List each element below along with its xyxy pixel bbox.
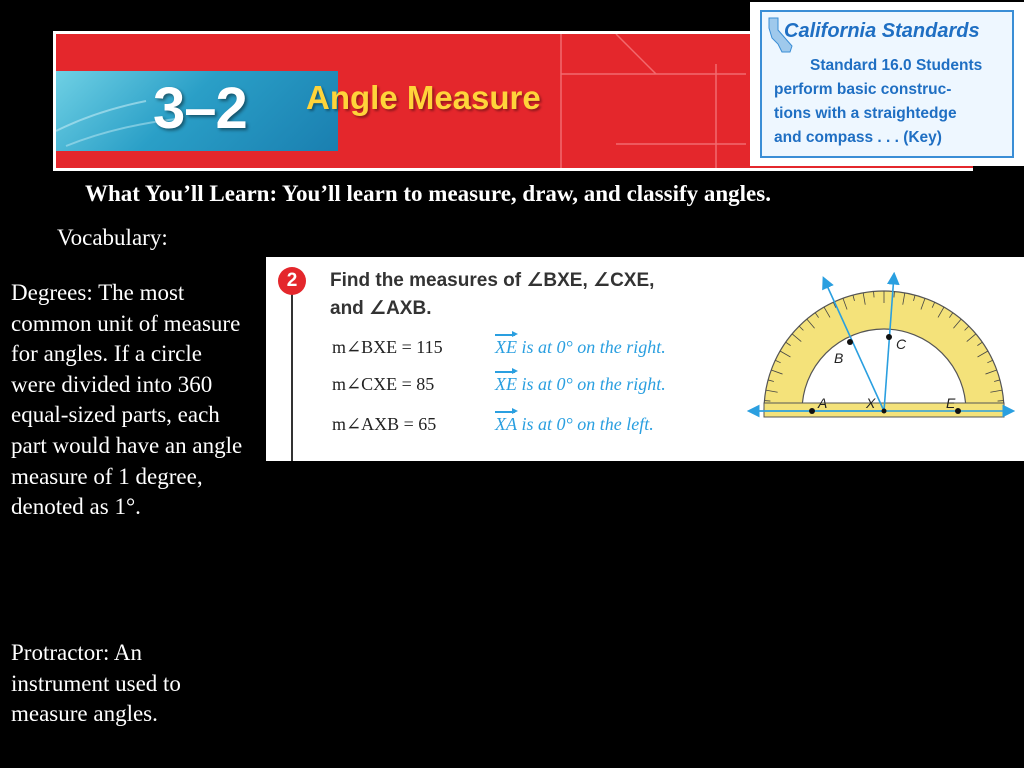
point-c	[886, 334, 892, 340]
definition-degrees: Degrees: The most common unit of measure for angles. If a circle were divided into 360 equal-sized parts, each part would have an angle measure of 1 degree, denoted as 1°.	[11, 280, 243, 520]
protractor-tick	[894, 291, 895, 297]
ray-label: XA	[495, 414, 518, 434]
vocabulary-heading: Vocabulary:	[57, 225, 168, 250]
measure-equation: m∠AXB = 65	[332, 414, 437, 434]
label-c: C	[896, 336, 907, 352]
standards-heading: California Standards	[784, 20, 980, 42]
definition-protractor: Protractor: An instrument used to measure angles.	[11, 640, 181, 727]
label-x: X	[866, 395, 876, 411]
measure-note: is at 0° on the right.	[521, 374, 666, 394]
lesson-number: 3–2	[153, 76, 247, 141]
ray-label: XE	[495, 337, 518, 357]
learning-objective: What You’ll Learn: You’ll learn to measure, draw, and classify angles.	[85, 181, 771, 206]
example-prompt-line: Find the measures of ∠BXE, ∠CXE,	[330, 270, 655, 291]
example-panel	[266, 257, 1024, 461]
measure-row	[332, 337, 666, 358]
standards-line: Standard 16.0 Students	[810, 57, 983, 74]
protractor-band	[764, 291, 1004, 411]
protractor-tick	[874, 291, 875, 297]
standards-frame	[760, 10, 1014, 158]
ray-label: XE	[495, 374, 518, 394]
protractor-diagram	[746, 263, 1021, 438]
standards-line: and compass . . . (Key)	[774, 129, 942, 146]
measure-note: is at 0° on the left.	[521, 414, 654, 434]
point-b	[847, 339, 853, 345]
protractor-tick	[998, 401, 1004, 402]
protractor-tick	[764, 401, 770, 402]
label-e: E	[946, 395, 956, 411]
measure-row	[332, 374, 666, 395]
label-b: B	[834, 350, 844, 366]
standards-line: tions with a straightedge	[774, 105, 957, 122]
point-a	[809, 408, 815, 414]
measure-equation: m∠CXE = 85	[332, 374, 435, 394]
standards-box	[750, 2, 1024, 166]
point-x	[882, 409, 887, 414]
lesson-title: Angle Measure	[306, 79, 541, 116]
point-e	[955, 408, 961, 414]
measure-note: is at 0° on the right.	[521, 337, 666, 357]
measure-row	[332, 414, 654, 435]
example-prompt	[330, 267, 710, 323]
example-prompt-line: and ∠AXB.	[330, 298, 432, 319]
measure-equation: m∠BXE = 115	[332, 337, 443, 357]
example-rule	[291, 285, 293, 461]
label-a: A	[818, 395, 828, 411]
standards-line: perform basic construc-	[774, 81, 952, 98]
example-number: 2	[278, 267, 306, 295]
standards-text	[774, 54, 1009, 150]
